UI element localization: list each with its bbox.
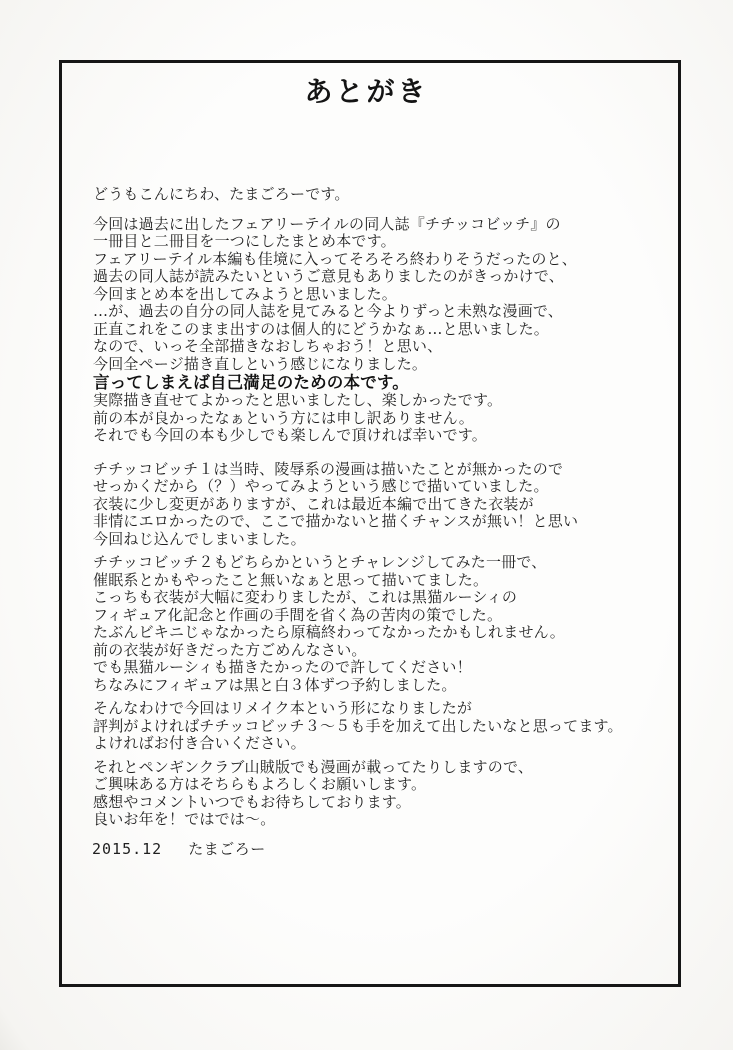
afterword-body xyxy=(93,186,653,837)
text-line: なので、いっそ全部描きなおしちゃおう！と思い、 xyxy=(93,337,443,355)
signature-author: たまごろー xyxy=(188,840,266,858)
text-line: チチッコビッチ１は当時、陵辱系の漫画は描いたことが無かったので xyxy=(93,459,564,478)
page-title: あとがき xyxy=(304,75,429,108)
text-line: チチッコビッチ２もどちらかというとチャレンジしてみた一冊で、 xyxy=(93,553,547,571)
text-line: 正直これをこのまま出すのは個人的にどうかなぁ…と思いました。 xyxy=(93,319,550,338)
text-line: 前の衣装が好きだった方ごめんなさい。 xyxy=(93,640,367,659)
text-line: たぶんビキニじゃなかったら原稿終わってなかったかもしれません。 xyxy=(93,623,565,641)
text-line: 衣装に少し変更がありますが、これは最近本編で出てきた衣装が xyxy=(93,494,534,513)
paragraph xyxy=(93,461,653,549)
text-line: それでも今回の本も少しでも楽しんで頂ければ幸いです。 xyxy=(93,426,488,444)
text-line: 感想やコメントいつでもお待ちしております。 xyxy=(93,792,412,811)
text-line: でも黒猫ルーシィも描きたかったので許してください！ xyxy=(93,658,472,676)
text-line: それとペンギンクラブ山賊版でも漫画が載ってたりしますので、 xyxy=(93,757,534,776)
text-line: 評判がよければチチッコビッチ３～５も手を加えて出したいなと思ってます。 xyxy=(93,716,623,735)
text-line: ご興味ある方はそちらもよろしくお願いします。 xyxy=(93,775,427,793)
text-line: せっかくだから（？）やってみようという感じで描いていました。 xyxy=(93,477,549,495)
signature-date: 2015.12 xyxy=(92,840,163,858)
emphasis-line: 言ってしまえば自己満足のための本です。 xyxy=(93,373,409,392)
text-line: そんなわけで今回はリメイク本という形になりましたが xyxy=(93,699,473,717)
text-line: 良いお年を！ではでは～。 xyxy=(93,810,276,828)
text-line: 一冊目と二冊目を一つにしたまとめ本です。 xyxy=(93,232,396,250)
text-line: よければお付き合いください。 xyxy=(93,734,306,752)
text-line: 催眠系とかもやったこと無いなぁと思って描いてました。 xyxy=(93,570,489,589)
text-line: 今回ねじ込んでしまいました。 xyxy=(93,529,306,548)
text-line: フィギュア化記念と作画の手間を省く為の苦肉の策でした。 xyxy=(93,605,503,624)
paragraph xyxy=(93,186,653,204)
text-line: ちなみにフィギュアは黒と白３体ずつ予約しました。 xyxy=(93,675,457,694)
text-line: …が、過去の自分の同人誌を見てみると今よりずっと未熟な漫画で、 xyxy=(93,302,564,320)
text-line: どうもこんにちわ、たまごろーです。 xyxy=(93,185,350,203)
text-line: 非情にエロかったので、ここで描かないと描くチャンスが無い！と思い xyxy=(93,512,579,530)
text-line: 実際描き直せてよかったと思いましたし、楽しかったです。 xyxy=(93,391,503,409)
paragraph xyxy=(93,554,653,694)
text-line: フェアリーテイル本編も佳境に入ってそろそろ終わりそうだったのと、 xyxy=(93,249,578,268)
text-line: こっちも衣装が大幅に変わりましたが、これは黒猫ルーシィの xyxy=(93,588,518,606)
signature xyxy=(92,838,266,859)
paragraph xyxy=(93,216,653,445)
paragraph xyxy=(93,759,653,829)
paragraph xyxy=(93,700,653,753)
text-line: 今回は過去に出したフェアリーテイルの同人誌『チチッコビッチ』の xyxy=(93,214,561,233)
text-line: 過去の同人誌が読みたいというご意見もありましたのがきっかけで、 xyxy=(93,267,564,285)
text-line: 前の本が良かったなぁという方には申し訳ありません。 xyxy=(93,408,474,427)
text-line: 今回全ページ描き直しという感じになりました。 xyxy=(93,354,428,373)
text-line: 今回まとめ本を出してみようと思いました。 xyxy=(93,284,398,303)
